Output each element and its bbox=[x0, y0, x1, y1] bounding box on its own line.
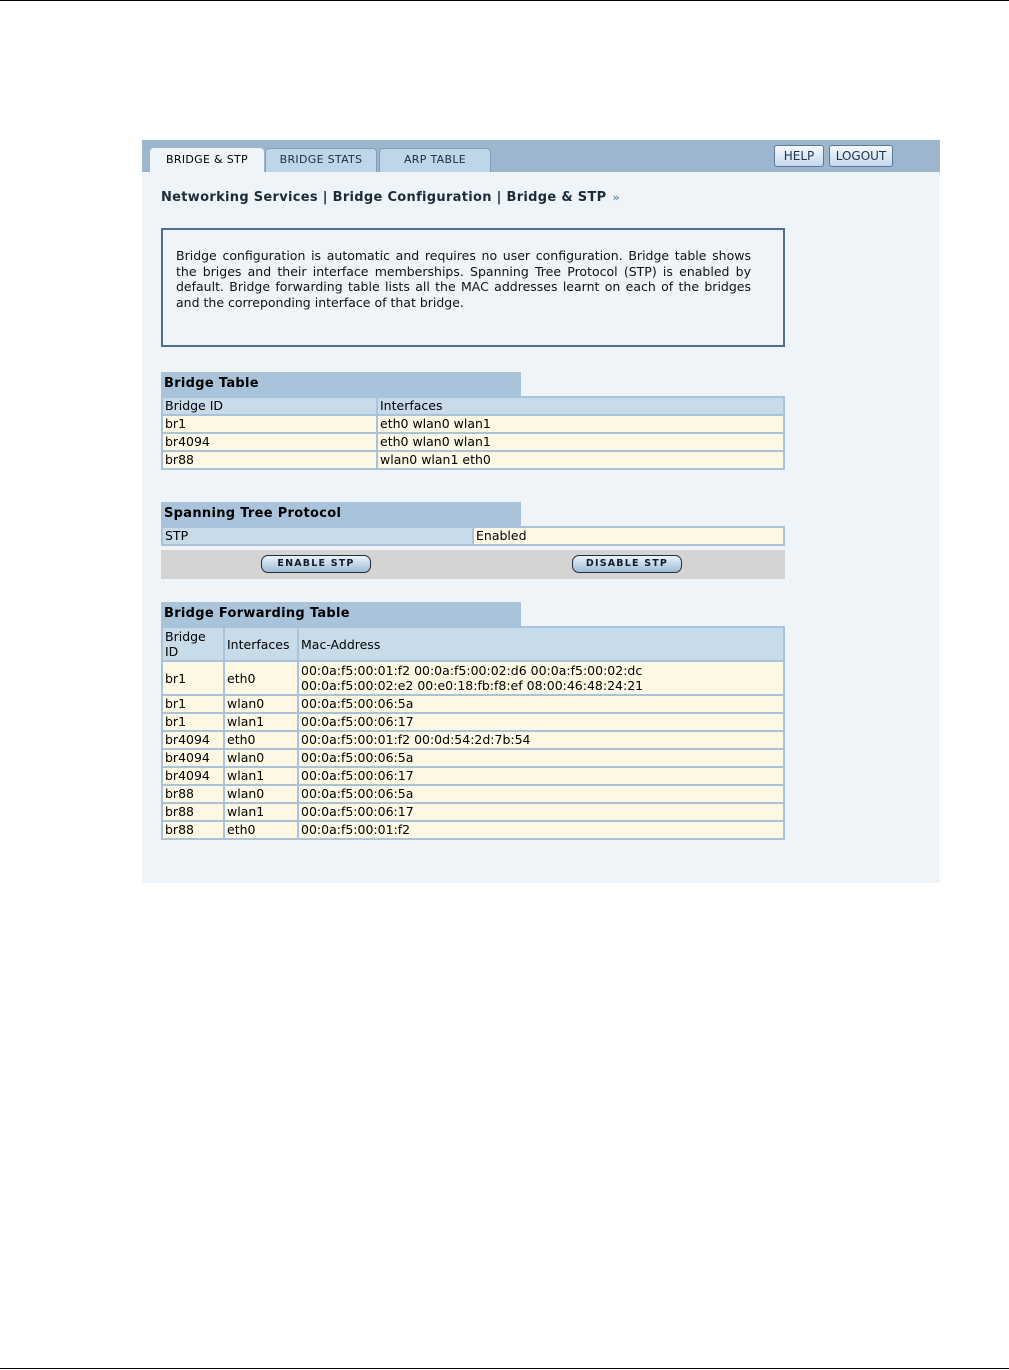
top-rule bbox=[0, 0, 1009, 1]
interface-cell: wlan0 bbox=[224, 749, 298, 767]
breadcrumb-text: Networking Services | Bridge Configuration | Bridge & STP bbox=[161, 190, 607, 205]
mac-address-cell: 00:0a:f5:00:06:17 bbox=[298, 803, 784, 821]
table-row bbox=[162, 767, 784, 785]
interface-cell: wlan1 bbox=[224, 713, 298, 731]
bridge-table bbox=[161, 396, 785, 470]
table-row bbox=[162, 785, 784, 803]
breadcrumb-arrows-icon: » bbox=[612, 191, 620, 204]
stp-button-row bbox=[161, 550, 785, 579]
bridge-id-cell: br1 bbox=[162, 415, 377, 433]
bridge-id-cell: br88 bbox=[162, 821, 224, 839]
stp-label: STP bbox=[162, 527, 473, 545]
logout-button[interactable]: LOGOUT bbox=[829, 145, 893, 167]
mac-address-cell: 00:0a:f5:00:01:f2 bbox=[298, 821, 784, 839]
mac-address-cell: 00:0a:f5:00:01:f2 00:0a:f5:00:02:d6 00:0a:f5:00:02:dc 00:0a:f5:00:02:e2 00:e0:18:fb:f8:ef 08:00:46:48:24:21 bbox=[298, 661, 784, 695]
bridge-id-cell: br4094 bbox=[162, 433, 377, 451]
interface-cell: eth0 bbox=[224, 661, 298, 695]
interface-cell: eth0 bbox=[224, 821, 298, 839]
forwarding-table bbox=[161, 626, 785, 840]
interface-cell: wlan0 bbox=[224, 785, 298, 803]
interfaces-cell: wlan0 wlan1 eth0 bbox=[377, 451, 784, 469]
column-header: Interfaces bbox=[377, 397, 784, 415]
interface-cell: wlan1 bbox=[224, 767, 298, 785]
bridge-id-cell: br4094 bbox=[162, 767, 224, 785]
mac-address-cell: 00:0a:f5:00:06:5a bbox=[298, 695, 784, 713]
tab-arp-table[interactable]: ARP TABLE bbox=[379, 148, 491, 172]
bridge-id-cell: br1 bbox=[162, 661, 224, 695]
bridge-id-cell: br4094 bbox=[162, 731, 224, 749]
stp-section-title: Spanning Tree Protocol bbox=[161, 502, 521, 526]
column-header: Interfaces bbox=[224, 627, 298, 661]
column-header: Bridge ID bbox=[162, 397, 377, 415]
bridge-id-cell: br1 bbox=[162, 695, 224, 713]
table-row bbox=[162, 821, 784, 839]
table-row bbox=[162, 415, 784, 433]
table-row bbox=[162, 749, 784, 767]
column-header: Mac-Address bbox=[298, 627, 784, 661]
table-row bbox=[162, 731, 784, 749]
mac-address-cell: 00:0a:f5:00:06:17 bbox=[298, 767, 784, 785]
interface-cell: eth0 bbox=[224, 731, 298, 749]
interfaces-cell: eth0 wlan0 wlan1 bbox=[377, 433, 784, 451]
column-header: Bridge ID bbox=[162, 627, 224, 661]
tab-bar bbox=[142, 140, 940, 172]
interfaces-cell: eth0 wlan0 wlan1 bbox=[377, 415, 784, 433]
table-row bbox=[162, 527, 784, 545]
bottom-rule bbox=[0, 1368, 1009, 1369]
mac-address-cell: 00:0a:f5:00:06:17 bbox=[298, 713, 784, 731]
bridge-id-cell: br4094 bbox=[162, 749, 224, 767]
stp-table bbox=[161, 526, 785, 546]
disable-stp-button[interactable]: DISABLE STP bbox=[572, 555, 682, 573]
bridge-id-cell: br88 bbox=[162, 451, 377, 469]
forwarding-table-title: Bridge Forwarding Table bbox=[161, 602, 521, 626]
help-button[interactable]: HELP bbox=[774, 145, 824, 167]
tab-bridge-stats[interactable]: BRIDGE STATS bbox=[265, 148, 377, 172]
table-row bbox=[162, 713, 784, 731]
table-row bbox=[162, 433, 784, 451]
interface-cell: wlan0 bbox=[224, 695, 298, 713]
interface-cell: wlan1 bbox=[224, 803, 298, 821]
bridge-stp-panel bbox=[142, 140, 940, 883]
table-header-row bbox=[162, 397, 784, 415]
enable-stp-button[interactable]: ENABLE STP bbox=[261, 555, 371, 573]
table-row bbox=[162, 661, 784, 695]
bridge-id-cell: br88 bbox=[162, 785, 224, 803]
tab-bridge-stp[interactable]: BRIDGE & STP bbox=[150, 148, 264, 172]
bridge-table-title: Bridge Table bbox=[161, 372, 521, 396]
table-row bbox=[162, 803, 784, 821]
table-row bbox=[162, 451, 784, 469]
mac-address-cell: 00:0a:f5:00:06:5a bbox=[298, 749, 784, 767]
mac-address-cell: 00:0a:f5:00:01:f2 00:0d:54:2d:7b:54 bbox=[298, 731, 784, 749]
table-row bbox=[162, 695, 784, 713]
stp-status-value: Enabled bbox=[473, 527, 784, 545]
breadcrumb bbox=[161, 190, 620, 205]
bridge-id-cell: br88 bbox=[162, 803, 224, 821]
mac-address-cell: 00:0a:f5:00:06:5a bbox=[298, 785, 784, 803]
description-box: Bridge configuration is automatic and requires no user configuration. Bridge table shows the briges and their interface memberships. Spanning Tree Protocol (STP) is enabled by default. Bridge forwarding table lists all the MAC addresses learnt on each of the bridges and the correponding interface of that bridge. bbox=[161, 228, 785, 347]
table-header-row bbox=[162, 627, 784, 661]
bridge-id-cell: br1 bbox=[162, 713, 224, 731]
